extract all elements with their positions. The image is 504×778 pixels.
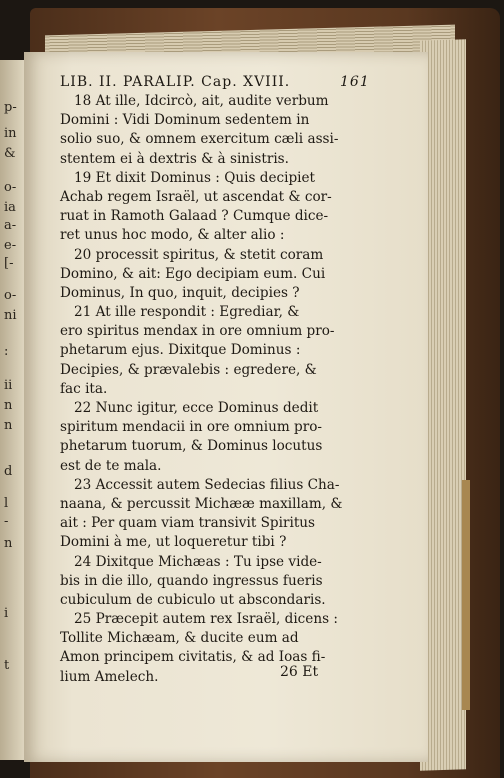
text-line: 22 Nunc igitur, ecce Dominus dedit <box>74 400 319 416</box>
left-page-fragment: o- <box>4 288 17 303</box>
text-line: solio suo, & omnem exercitum cæli assi- <box>60 131 339 148</box>
text-line: bis in die illo, quando ingressus fueris <box>60 572 323 589</box>
printed-page <box>24 52 428 762</box>
text-line: 19 Et dixit Dominus : Quis decipiet <box>74 169 316 186</box>
text-line: ret unus hoc modo, & alter alio : <box>60 227 285 244</box>
left-page-fragment: n <box>4 418 13 433</box>
left-page-fragment: ii <box>4 378 13 393</box>
left-page-fragment: t <box>4 658 10 673</box>
left-page-fragment: in <box>4 126 17 141</box>
text-line: Achab regem Israël, ut ascendat & cor- <box>60 188 332 205</box>
text-line: spiritum mendacii in ore omnium pro- <box>60 419 323 436</box>
body-text <box>60 92 362 687</box>
text-line: Amon principem civitatis, & ad Ioas fi- <box>60 649 326 666</box>
text-line: 21 At ille respondit : Egrediar, & <box>74 304 300 321</box>
left-page-fragment: n <box>4 398 13 413</box>
left-page-fragment: e- <box>4 238 17 253</box>
text-line: Decipies, & prævalebis : egredere, & <box>60 361 317 378</box>
text-line: 23 Accessit autem Sedecias filius Cha- <box>74 476 340 493</box>
text-line: 25 Præcepit autem rex Israël, dicens : <box>74 611 338 628</box>
left-page-fragment: d <box>4 464 13 479</box>
text-line: phetarum tuorum, & Dominus locutus <box>60 438 323 455</box>
bookmark-ribbon <box>462 480 470 710</box>
text-line: Domini : Vidi Dominum sedentem in <box>60 112 310 129</box>
text-line: fac ita. <box>60 380 108 397</box>
text-line: Tollite Michæam, & ducite eum ad <box>60 630 299 647</box>
running-head-title: LIB. II. PARALIP. Cap. XVIII. <box>60 74 291 90</box>
left-page-fragment: n <box>4 536 13 551</box>
text-line: Domino, & ait: Ego decipiam eum. Cui <box>60 265 326 282</box>
left-page-fragment: : <box>4 344 9 359</box>
text-line: est de te mala. <box>60 457 162 474</box>
left-page-fragment: i <box>4 606 9 621</box>
text-line: ero spiritus mendax in ore omnium pro- <box>60 323 335 340</box>
text-line: stentem ei à dextris & à sinistris. <box>60 150 289 167</box>
left-page-fragment: o- <box>4 180 17 195</box>
text-line: Dominus, In quo, inquit, decipies ? <box>60 284 300 301</box>
text-line: 24 Dixitque Michæas : Tu ipse vide- <box>74 553 322 570</box>
left-page-fragment: [- <box>4 256 14 271</box>
text-line: 18 At ille, Idcircò, ait, audite verbum <box>74 93 329 109</box>
text-line: naana, & percussit Michææ maxillam, & <box>60 495 343 512</box>
text-line: cubiculum de cubiculo ut abscondaris. <box>60 591 326 608</box>
text-line: ruat in Ramoth Galaad ? Cumque dice- <box>60 208 329 225</box>
running-head <box>60 74 370 90</box>
text-line: ait : Per quam viam transivit Spiritus <box>60 515 316 532</box>
catchword: 26 Et <box>280 664 319 680</box>
page-number: 161 <box>340 74 370 90</box>
left-page-fragment: a- <box>4 218 17 233</box>
text-line: 20 processit spiritus, & stetit coram <box>74 246 324 263</box>
left-page-fragment: & <box>4 146 16 161</box>
left-page-fragment: ni <box>4 308 17 323</box>
text-line: lium Amelech. <box>60 668 159 685</box>
text-line: phetarum ejus. Dixitque Dominus : <box>60 342 301 359</box>
text-line: Domini à me, ut loqueretur tibi ? <box>60 534 287 551</box>
left-page-fragment: ia <box>4 200 16 215</box>
left-page-fragment: p- <box>4 100 17 115</box>
left-page-fragment: - <box>4 514 9 529</box>
left-page-fragment: l <box>4 496 9 511</box>
